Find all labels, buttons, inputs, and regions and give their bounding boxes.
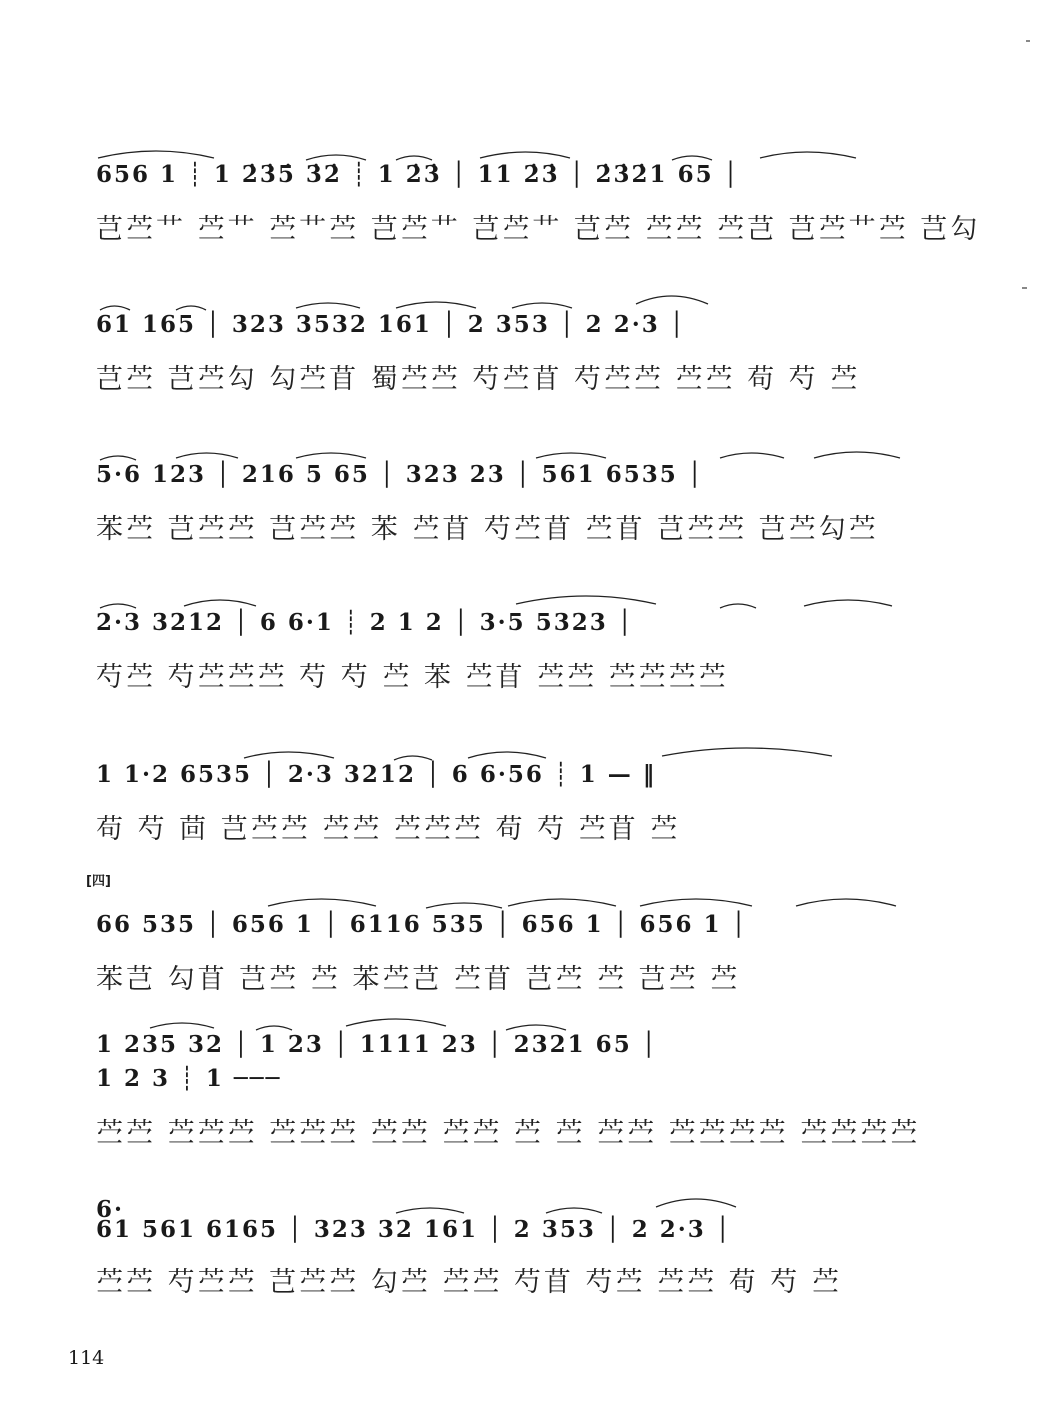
scan-mark xyxy=(1026,40,1030,42)
jianzipu-line: 芍苎 芍苎苎苎 芍 芍 苎 苯 苎苜 苎苎 苎苎苎苎 xyxy=(96,662,729,693)
scan-mark xyxy=(1022,287,1027,289)
jianpu-line: 66 535 │ 656 1 │ 6116 535 │ 656 1 │ 656 1 │ xyxy=(96,911,748,938)
jianzipu-line: 芑苎 芑苎勾 勾苎苜 蜀苎苎 芍苎苜 芍苎苎 苎苎 苟 芍 苎 xyxy=(96,364,861,395)
jianpu-upper-line: 6· xyxy=(96,1196,125,1223)
jianpu-line: 61 561 6165 │ 323 32 161 │ 2 353 │ 2 2·3 │ xyxy=(96,1216,732,1243)
jianzipu-line: 苎苎 苎苎苎 苎苎苎 苎苎 苎苎 苎 苎 苎苎 苎苎苎苎 苎苎苎苎 xyxy=(96,1118,921,1149)
jianpu-line: 5·6 123 │ 216 5 65 │ 323 23 │ 561 6535 │ xyxy=(96,461,704,488)
jianzipu-line: 芑苎艹 苎艹 苎艹苎 芑苎艹 芑苎艹 芑苎 苎苎 苎芑 芑苎艹苎 芑勾 xyxy=(96,214,981,245)
jianzipu-line: 苯芑 勾苜 芑苎 苎 苯苎芑 苎苜 芑苎 苎 芑苎 苎 xyxy=(96,964,741,995)
jianpu-line: 2·3 3212 │ 6 6·1 ┊ 2 1 2 │ 3·5 5323 │ xyxy=(96,609,634,636)
jianpu-line: 61 165 │ 323 3532 161 │ 2 353 │ 2 2·3 │ xyxy=(96,311,686,338)
jianzipu-line: 苎苎 芍苎苎 芑苎苎 勾苎 苎苎 芍苜 芍苎 苎苎 苟 芍 苎 xyxy=(96,1267,842,1298)
jianzipu-line: 苟 芍 茴 芑苎苎 苎苎 苎苎苎 苟 芍 苎苜 苎 xyxy=(96,814,681,845)
page-number: 114 xyxy=(68,1347,105,1369)
jianpu-line: 1 1·2 6535 │ 2·3 3212 │ 6 6·56 ┊ 1 — ‖ xyxy=(96,761,657,788)
jianzipu-line: 苯苎 芑苎苎 芑苎苎 苯 苎苜 芍苎苜 苎苜 芑苎苎 芑苎勾苎 xyxy=(96,514,879,545)
jianpu-line: 1 235 32 │ 1 23 │ 1111 23 │ 2321 65 │ xyxy=(96,1031,658,1058)
section-marker: [四] xyxy=(86,874,111,889)
jianpu-line: 656 1 ┊ 1 2̇3̇5̇ 3̇2̇ ┊ 1 2̇3̇ │ 11 2̇3̇ │ 2̇3̇2̇1 65 │ xyxy=(96,161,740,188)
jianpu-lower-line: 1 2 3 ┊ 1 ─── xyxy=(96,1065,282,1092)
